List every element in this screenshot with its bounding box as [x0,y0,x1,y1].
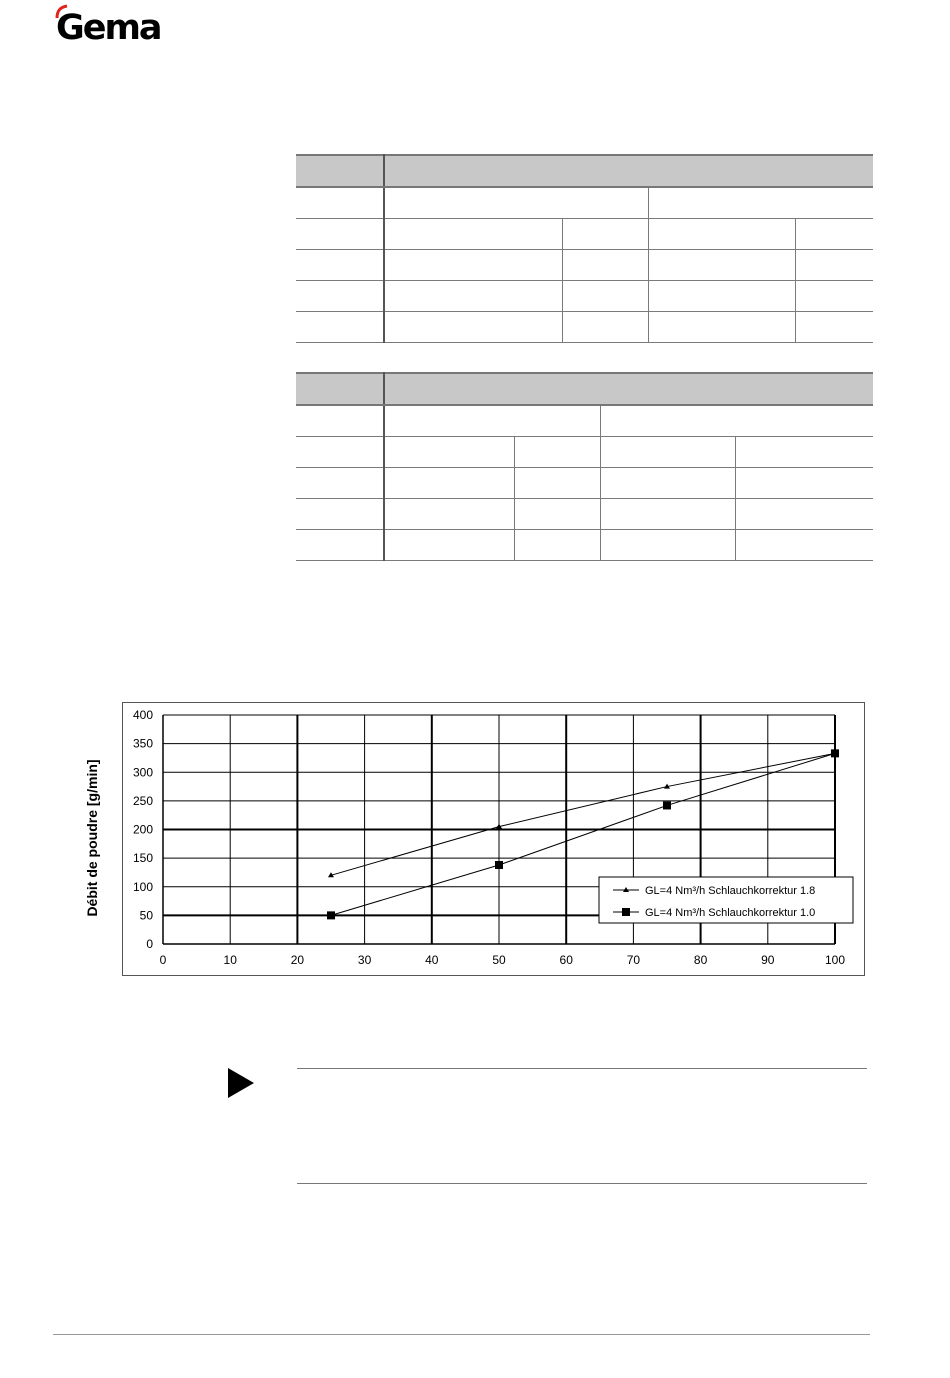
table-row [296,499,873,530]
note-top-rule [297,1068,867,1069]
y-tick-label: 400 [132,708,153,722]
y-tick-label: 300 [132,765,153,780]
x-tick-label: 0 [159,953,167,967]
footer-rule [53,1334,870,1335]
table-header-row [296,155,873,187]
gema-logo [52,2,172,50]
table-row [296,250,873,281]
x-tick-label: 40 [425,953,439,967]
series-line [331,753,835,875]
y-tick-label: 50 [139,908,153,923]
table-row [296,187,873,219]
x-tick-label: 50 [492,953,506,967]
y-tick-label: 100 [132,879,153,894]
note-bottom-rule [297,1183,867,1184]
table-row [296,405,873,437]
x-tick-label: 20 [290,953,305,967]
x-tick-label: 60 [559,953,573,967]
data-table-2 [296,372,873,561]
data-point-square [831,749,839,757]
x-tick-label: 10 [223,953,237,967]
legend-marker-square [622,908,630,916]
table-header-row [296,373,873,405]
x-tick-label: 30 [357,953,372,967]
table-row [296,437,873,468]
data-table-1 [296,154,873,343]
x-tick-label: 70 [626,953,641,967]
y-tick-label: 150 [132,851,153,866]
y-tick-label: 200 [132,822,153,837]
x-tick-label: 90 [761,953,775,967]
legend-label: GL=4 Nm³/h Schlauchkorrektur 1.0 [645,907,816,919]
table-row [296,281,873,312]
y-tick-label: 250 [132,793,153,808]
data-point-square [495,861,503,869]
table-row [296,530,873,561]
chart-canvas [123,703,864,975]
table-row [296,219,873,250]
legend-label: GL=4 Nm³/h Schlauchkorrektur 1.8 [645,885,816,897]
y-axis-label: Débit de poudre [g/min] [84,759,100,917]
table-row [296,468,873,499]
logo-text: Gema [56,8,161,48]
powder-flow-chart [122,702,865,976]
table-row [296,312,873,343]
data-point-square [663,801,671,809]
y-tick-label: 350 [132,736,153,751]
data-point-square [327,911,335,919]
note-arrow-icon [228,1068,256,1098]
y-tick-label: 0 [146,937,153,951]
x-tick-label: 80 [693,953,708,967]
x-tick-label: 100 [824,953,846,967]
